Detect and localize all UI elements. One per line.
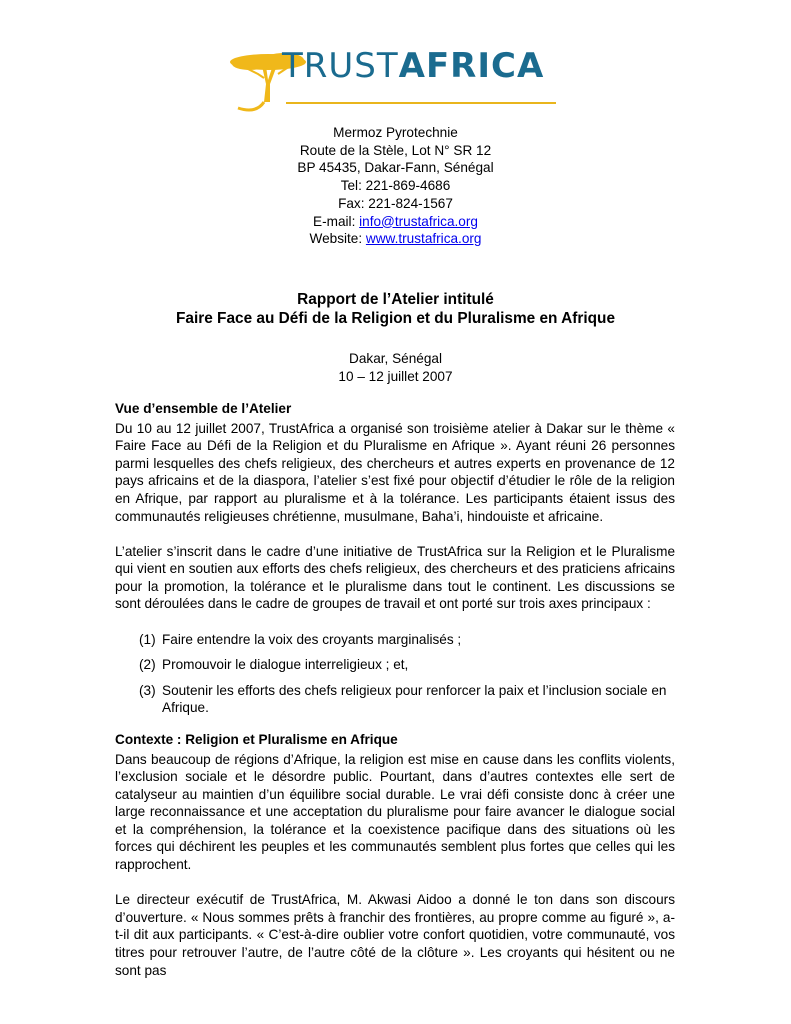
list-item [115, 682, 675, 717]
place-dates [0, 350, 791, 385]
fax-number: Fax: 221-824-1567 [338, 195, 453, 211]
address-block [0, 124, 791, 248]
list-item-number: (2) [139, 657, 156, 673]
address-line-2: Route de la Stèle, Lot N° SR 12 [299, 142, 492, 158]
place-city: Dakar, Sénégal [349, 351, 442, 366]
email-line [0, 213, 791, 231]
address-line-1: Mermoz Pyrotechnie [333, 125, 458, 140]
list-item-text: Faire entendre la voix des croyants marginalisés ; [162, 631, 462, 647]
website-link[interactable]: www.trustafrica.org [365, 231, 482, 247]
axes-list [115, 631, 675, 717]
report-title-line-2: Faire Face au Défi de la Religion et du Pluralisme en Afrique [175, 310, 616, 328]
list-item-text: Soutenir les efforts des chefs religieux pour renforcer la paix et l’inclusion sociale en Afrique. [162, 682, 667, 716]
report-title-line-1: Rapport de l’Atelier intitulé [297, 291, 494, 308]
logo-underline [286, 102, 556, 104]
list-item-number: (1) [139, 631, 156, 647]
address-line-3: BP 45435, Dakar-Fann, Sénégal [297, 160, 494, 176]
list-item-number: (3) [139, 682, 156, 698]
context-paragraph-1: Dans beaucoup de régions d’Afrique, la religion est mise en cause dans les conflits violents, l’exclusion sociale et le désordre public. Pourtant, dans d’autres contextes elle sert de catalyseur au maintien d’un équilibre social durable. Le vrai défi consiste donc à créer une large reconnaissance et une acceptation du pluralisme pour faire avancer le dialogue social et la compréhension, la tolérance et la coexistence pacifique dans des situations où les forces qui déchirent les peuples et les communautés semblent plus fortes que celles qui les rapprochent. [115, 751, 675, 873]
report-body [115, 400, 675, 997]
overview-paragraph-2: L’atelier s’inscrit dans le cadre d’une initiative de TrustAfrica sur la Religion et le Pluralisme qui vient en soutien aux efforts des chefs religieux, des chercheurs et des praticiens africains pour la promotion, la tolérance et le pluralisme dans tout le continent. Les discussions se sont déroulées dans le cadre de groupes de travail et ont porté sur trois axes principaux : [115, 543, 675, 612]
overview-paragraph-1: Du 10 au 12 juillet 2007, TrustAfrica a organisé son troisième atelier à Dakar sur le thème « Faire Face au Défi de la Religion et du Pluralisme en Afrique ». Ayant réuni 26 personnes parmi lesquelles des chefs religieux, des chercheurs et autres experts en provenance de 12 pays africains et de la diaspora, l’atelier s’est fixé pour objectif d’étudier le rôle de la religion en Afrique, par rapport au pluralisme et à la tolérance. Les participants étaient issus des communautés religieuses chrétienne, musulmane, Baha’i, hindouiste et africaine. [115, 420, 675, 524]
section-heading-overview: Vue d’ensemble de l’Atelier [115, 401, 292, 416]
place-dates-range: 10 – 12 juillet 2007 [338, 368, 453, 384]
phone-number: Tel: 221-869-4686 [340, 178, 451, 194]
trustafrica-logo [228, 44, 558, 120]
section-heading-context: Contexte : Religion et Pluralisme en Afrique [115, 731, 398, 747]
logo-wordmark [282, 46, 545, 86]
email-label: E-mail: [313, 213, 360, 229]
list-item-text: Promouvoir le dialogue interreligieux ; et, [162, 657, 409, 673]
list-item [115, 631, 675, 649]
logo-trust: TRUST [282, 46, 399, 86]
website-label: Website: [309, 231, 366, 247]
website-line [0, 230, 791, 248]
list-item [115, 656, 675, 674]
email-link[interactable]: info@trustafrica.org [359, 213, 478, 229]
logo-africa: AFRICA [398, 46, 545, 86]
context-paragraph-2: Le directeur exécutif de TrustAfrica, M. Akwasi Aidoo a donné le ton dans son discours d’ouverture. « Nous sommes prêts à franchir des frontières, au propre comme au figuré », a-t-il dit aux participants. « C’est-à-dire oublier votre confort quotidien, votre communauté, vos titres pour retrouver l’autre, de l’autre côté de la clôture ». Les croyants qui hésitent ou ne sont pas [115, 892, 675, 978]
report-title [0, 290, 791, 328]
